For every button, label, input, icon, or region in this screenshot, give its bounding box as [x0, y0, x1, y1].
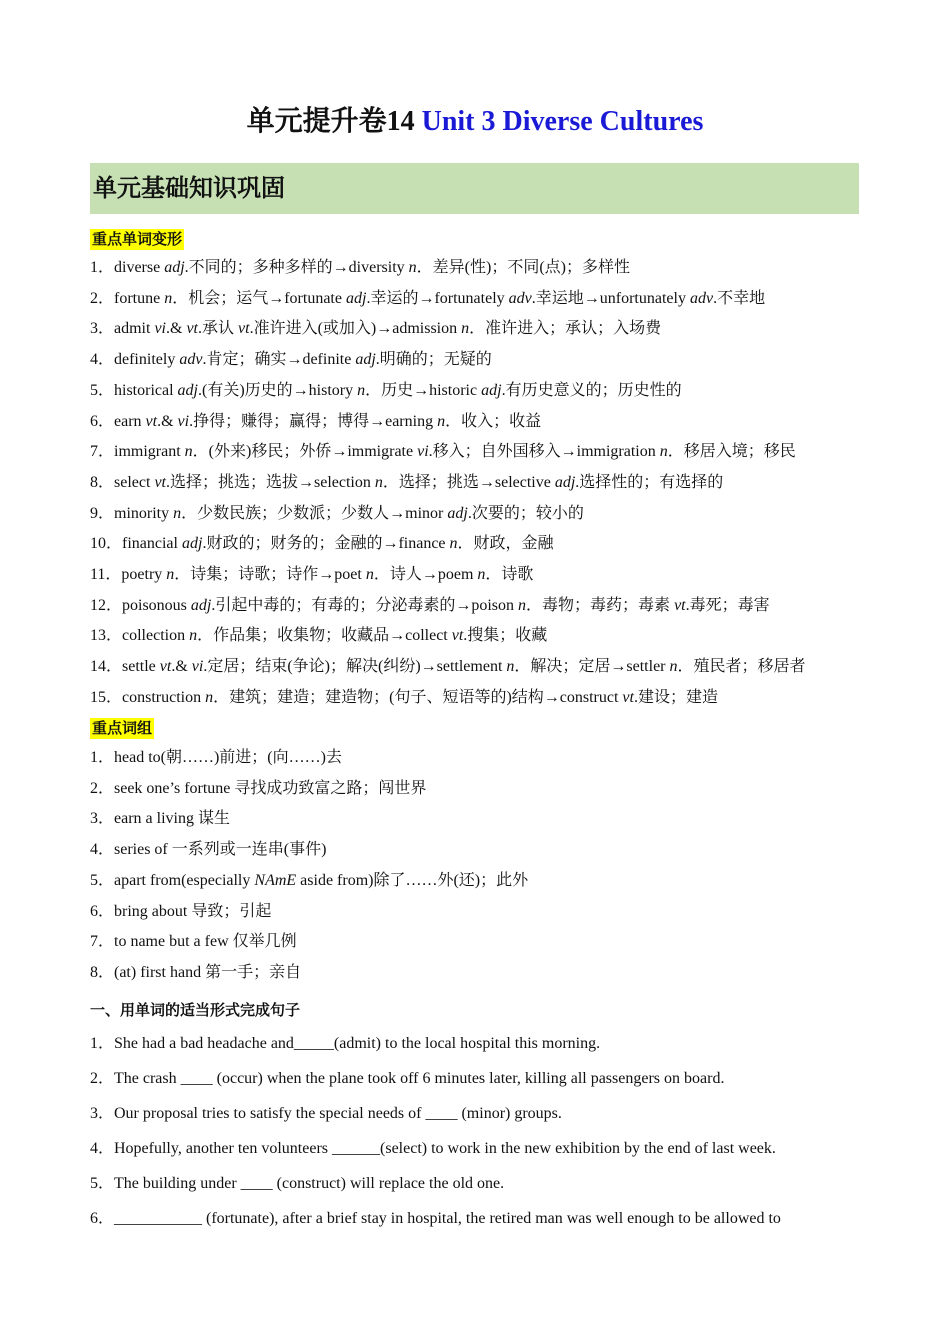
text-segment: .建设；建造 — [633, 688, 718, 706]
phrase-item — [90, 931, 860, 953]
part-of-speech: n — [365, 566, 374, 583]
text-segment: 9．minority — [90, 504, 174, 522]
part-of-speech: n — [449, 535, 458, 553]
part-of-speech: adj — [181, 535, 203, 553]
word-form-item — [90, 564, 860, 586]
word-form-item — [90, 533, 860, 555]
part-of-speech: n — [477, 566, 486, 583]
text-segment: .承认 — [198, 320, 239, 338]
text-segment: 15．construction — [90, 688, 206, 706]
text-segment: 11．poetry — [90, 566, 167, 583]
part-of-speech: vi — [177, 412, 190, 430]
phrase-item — [90, 839, 860, 861]
word-form-item — [90, 441, 860, 463]
part-of-speech: vt — [186, 320, 198, 338]
text-segment: ．解决；定居→settler — [514, 658, 670, 676]
word-form-item — [90, 318, 860, 340]
text-segment: 6．earn — [90, 412, 146, 430]
text-segment: ．差异(性)；不同(点)；多样性 — [416, 259, 630, 276]
text-segment: .不幸地 — [713, 289, 766, 307]
word-form-item — [90, 595, 860, 617]
title-english: Unit 3 Diverse Cultures — [421, 106, 704, 137]
word-forms-heading: 重点单词变形 — [92, 230, 183, 248]
word-form-item — [90, 472, 860, 494]
part-of-speech: vi — [191, 658, 204, 676]
text-segment: ．历史→historic — [365, 381, 482, 399]
word-form-item — [90, 656, 860, 678]
part-of-speech: adj — [447, 504, 468, 522]
exercise-item: 6．___________ (fortunate), after a brief stay in hospital, the retired man was well enough to be allowed to — [90, 1210, 781, 1227]
part-of-speech: vt — [674, 596, 686, 614]
text-segment: 7．to name but a few 仅举几例 — [90, 933, 297, 951]
text-segment: 6．bring about 导致；引起 — [90, 902, 272, 920]
exercise-item: 4．Hopefully, another ten volunteers ______(select) to work in the new exhibition by the end of last week. — [90, 1140, 776, 1157]
word-form-item — [90, 288, 860, 310]
part-of-speech: adv — [179, 351, 203, 369]
phrase-item — [90, 901, 860, 923]
word-form-item — [90, 380, 860, 402]
text-segment: .毒死；毒害 — [685, 596, 770, 614]
word-form-item — [90, 349, 860, 371]
text-segment: .选择性的；有选择的 — [575, 473, 724, 491]
text-segment: ．选择；挑选→selective — [382, 473, 555, 491]
phrase-item — [90, 778, 860, 800]
text-segment: ．移居入境；移民 — [667, 443, 796, 461]
part-of-speech: vt — [154, 473, 166, 491]
exercise-item: 1．She had a bad headache and_____(admit) to the local hospital this morning. — [90, 1035, 601, 1052]
part-of-speech: n — [173, 504, 182, 522]
text-segment: .定居；结束(争论)；解决(纠纷)→settlement — [203, 658, 507, 676]
text-segment: ．诗歌 — [485, 566, 534, 583]
phrase-item — [90, 870, 860, 892]
section-banner — [90, 163, 859, 214]
part-of-speech: vt — [622, 688, 634, 706]
word-form-item — [90, 625, 860, 647]
text-segment: .移入；自外国移入→immigration — [428, 443, 660, 461]
text-segment: 12．poisonous — [90, 596, 191, 614]
part-of-speech: n — [518, 596, 527, 614]
phrases-heading: 重点词组 — [92, 719, 153, 737]
text-segment: .不同的；多种多样的→diversity — [184, 259, 409, 276]
part-of-speech: vt — [238, 320, 250, 338]
part-of-speech: n — [506, 658, 515, 676]
part-of-speech: adj — [190, 596, 212, 614]
word-form-item — [90, 687, 860, 709]
part-of-speech: vt — [145, 412, 158, 430]
text-segment: 2．seek one’s fortune 寻找成功致富之路；闯世界 — [90, 779, 427, 797]
text-segment: ．殖民者；移居者 — [677, 658, 806, 676]
part-of-speech: adj — [164, 259, 185, 276]
part-of-speech: n — [166, 566, 175, 583]
text-segment: 3．earn a living 谋生 — [90, 810, 230, 828]
text-segment: 4．definitely — [90, 351, 180, 369]
text-segment: 5．historical — [90, 381, 178, 399]
part-of-speech: adv — [689, 289, 714, 307]
text-segment: .有历史意义的；历史性的 — [501, 381, 682, 399]
part-of-speech: n — [184, 443, 193, 461]
text-segment: 3．admit — [90, 320, 155, 338]
text-segment: .& — [171, 658, 192, 676]
exercise-item: 5．The building under ____ (construct) will replace the old one. — [90, 1175, 505, 1192]
part-of-speech: adj — [481, 381, 502, 399]
exercise-item: 2．The crash ____ (occur) when the plane took off 6 minutes later, killing all passengers on board. — [90, 1070, 725, 1087]
phrase-item — [90, 808, 860, 830]
text-segment: 7．immigrant — [90, 443, 185, 461]
text-segment: ．机会；运气→fortunate — [172, 289, 346, 307]
part-of-speech: adj — [177, 381, 198, 399]
text-segment: ．诗人→poem — [373, 566, 478, 583]
text-segment: 1．diverse — [90, 259, 165, 276]
part-of-speech: n — [461, 320, 470, 338]
word-form-item — [90, 411, 860, 433]
text-segment: .& — [166, 320, 187, 338]
text-segment: 8．(at) first hand 第一手；亲自 — [90, 963, 302, 981]
text-segment: 1．head to(朝……)前进；(向……)去 — [90, 749, 342, 766]
phrase-item — [90, 962, 860, 984]
part-of-speech: adj — [355, 351, 376, 369]
part-of-speech: vi — [154, 320, 166, 338]
text-segment: .引起中毒的；有毒的；分泌毒素的→poison — [211, 596, 519, 614]
part-of-speech: n — [408, 259, 417, 276]
word-form-item — [90, 257, 860, 279]
text-segment: .& — [157, 412, 178, 430]
part-of-speech: n — [437, 412, 446, 430]
text-segment: .(有关)历史的→history — [198, 381, 358, 399]
part-of-speech: adj — [345, 289, 367, 307]
text-segment: .幸运的→fortunately — [366, 289, 509, 307]
text-segment: aside from)除了……外(还)；此外 — [296, 871, 529, 889]
part-of-speech: n — [205, 688, 214, 706]
text-segment: .财政的；财务的；金融的→finance — [202, 535, 450, 553]
word-form-item — [90, 503, 860, 525]
page-title — [0, 104, 950, 140]
text-segment: 8．select — [90, 473, 155, 491]
part-of-speech: n — [669, 658, 678, 676]
text-segment: 5．apart from(especially — [90, 871, 255, 889]
part-of-speech: n — [357, 381, 366, 399]
title-chinese: 单元提升卷14 — [246, 106, 422, 137]
text-segment: .搜集；收藏 — [463, 627, 548, 645]
text-segment: 14．settle — [90, 658, 160, 676]
text-segment: ．作品集；收集物；收藏品→collect — [197, 627, 452, 645]
text-segment: .明确的；无疑的 — [375, 351, 492, 369]
part-of-speech: NAmE — [254, 871, 297, 889]
text-segment: 10．financial — [90, 535, 182, 553]
section-title: 单元基础知识巩固 — [93, 174, 285, 202]
part-of-speech: n — [374, 473, 383, 491]
text-segment: .选择；挑选；选拔→selection — [165, 473, 375, 491]
text-segment: ．准许进入；承认；入场费 — [469, 320, 662, 338]
text-segment: ．(外来)移民；外侨→immigrate — [192, 443, 418, 461]
text-segment: 2．fortune — [90, 289, 165, 307]
part-of-speech: adj — [554, 473, 576, 491]
text-segment: ．毒物；毒药；毒素 — [526, 596, 675, 614]
part-of-speech: n — [164, 289, 173, 307]
text-segment: ．少数民族；少数派；少数人→minor — [181, 504, 448, 522]
text-segment: .挣得；赚得；赢得；博得→earning — [189, 412, 438, 430]
phrase-item — [90, 747, 860, 769]
text-segment: ．收入；收益 — [445, 412, 542, 430]
text-segment: .次要的；较小的 — [467, 504, 584, 522]
text-segment: 13．collection — [90, 627, 190, 645]
part-of-speech: vt — [159, 658, 172, 676]
text-segment: ．财政，金融 — [457, 535, 554, 553]
text-segment: ．建筑；建造；建造物；(句子、短语等的)结构→construct — [213, 688, 623, 706]
exercise-heading: 一、用单词的适当形式完成句子 — [90, 1001, 301, 1019]
part-of-speech: vi — [417, 443, 429, 461]
part-of-speech: n — [659, 443, 668, 461]
text-segment: 4．series of 一系列或一连串(事件) — [90, 841, 327, 859]
part-of-speech: adv — [508, 289, 532, 307]
part-of-speech: vt — [451, 627, 464, 645]
text-segment: .准许进入(或加入)→admission — [249, 320, 462, 338]
text-segment: .肯定；确实→definite — [202, 351, 356, 369]
text-segment: ．诗集；诗歌；诗作→poet — [174, 566, 366, 583]
part-of-speech: n — [189, 627, 198, 645]
exercise-item: 3．Our proposal tries to satisfy the special needs of ____ (minor) groups. — [90, 1105, 562, 1122]
text-segment: .幸运地→unfortunately — [531, 289, 690, 307]
